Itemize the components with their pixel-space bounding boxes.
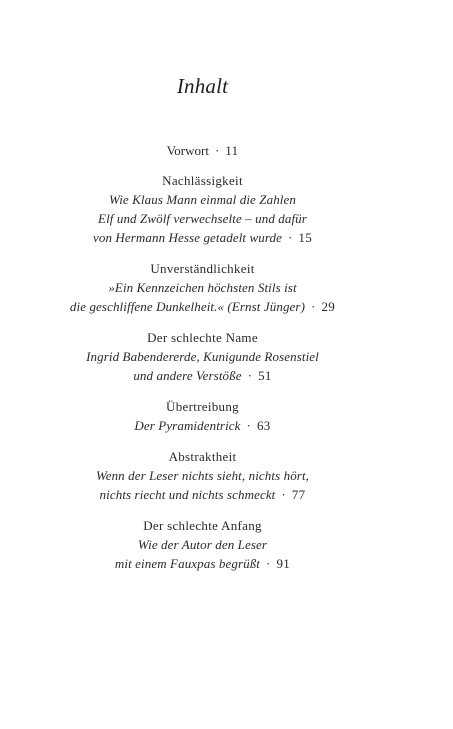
page-separator: · xyxy=(281,487,286,502)
page-separator: · xyxy=(214,143,220,158)
toc-entry-subtitle-text: Der Pyramidentrick xyxy=(134,418,241,433)
toc-entry-subtitle-text: die geschliffene Dunkelheit.« (Ernst Jünger) xyxy=(69,299,306,314)
toc-page-number: 77 xyxy=(291,487,306,502)
toc-entry-subtitle-line: Wie Klaus Mann einmal die Zahlen xyxy=(109,192,296,207)
table-of-contents xyxy=(0,141,405,585)
toc-entry-subtitle-text: und andere Verstöße xyxy=(133,368,242,383)
toc-entry-subtitle-text: nichts riecht und nichts schmeckt xyxy=(99,487,276,502)
toc-entry-subtitle-line-last xyxy=(0,366,405,385)
toc-entry-nachlaessigkeit[interactable] xyxy=(0,171,405,247)
toc-entry-subtitle-line-last xyxy=(0,554,405,573)
toc-entry-subtitle-line-last xyxy=(0,416,405,435)
toc-entry-der-schlechte-anfang[interactable] xyxy=(0,516,405,573)
toc-entry-abstraktheit[interactable] xyxy=(0,447,405,504)
page-separator: · xyxy=(287,230,293,245)
toc-page-number: 11 xyxy=(225,143,239,158)
toc-entry-subtitle-line: Ingrid Babendererde, Kunigunde Rosenstiel xyxy=(86,349,319,364)
toc-entry-subtitle-line: »Ein Kennzeichen höchsten Stils ist xyxy=(108,280,297,295)
toc-entry-title: Der schlechte Anfang xyxy=(143,518,262,533)
toc-entry-vorwort[interactable] xyxy=(0,141,405,160)
page-title: Inhalt xyxy=(176,74,229,98)
toc-entry-subtitle-line: Wie der Autor den Leser xyxy=(137,537,268,552)
page-separator: · xyxy=(247,368,253,383)
toc-entry-title: Unverständlichkeit xyxy=(150,261,255,276)
page-separator: · xyxy=(246,418,251,433)
toc-page-number: 15 xyxy=(298,230,313,245)
toc-page-number: 63 xyxy=(256,418,271,433)
toc-entry-subtitle-line-last xyxy=(0,297,405,316)
toc-page-number: 51 xyxy=(258,368,272,383)
toc-entry-subtitle-line-last xyxy=(0,228,405,247)
toc-entry-title: Abstraktheit xyxy=(168,449,237,464)
toc-page-number: 91 xyxy=(276,556,291,571)
toc-entry-subtitle-line-last xyxy=(0,485,405,504)
toc-entry-title: Übertreibung xyxy=(166,399,239,414)
toc-entry-title: Vorwort xyxy=(166,143,209,158)
page-separator: · xyxy=(266,556,271,571)
toc-page-number: 29 xyxy=(321,299,336,314)
toc-entry-uebertreibung[interactable] xyxy=(0,397,405,435)
toc-entry-subtitle-text: mit einem Fauxpas begrüßt xyxy=(114,556,261,571)
toc-entry-unverstaendlichkeit[interactable] xyxy=(0,259,405,316)
toc-entry-title: Nachlässigkeit xyxy=(162,173,243,188)
toc-entry-subtitle-line: Elf und Zwölf verwechselte – und dafür xyxy=(98,211,307,226)
page-separator: · xyxy=(311,299,316,314)
toc-entry-subtitle-text: von Hermann Hesse getadelt wurde xyxy=(92,230,282,245)
toc-entry-subtitle-line: Wenn der Leser nichts sieht, nichts hört, xyxy=(95,468,310,483)
toc-entry-title: Der schlechte Name xyxy=(147,330,258,345)
toc-entry-der-schlechte-name[interactable] xyxy=(0,328,405,385)
